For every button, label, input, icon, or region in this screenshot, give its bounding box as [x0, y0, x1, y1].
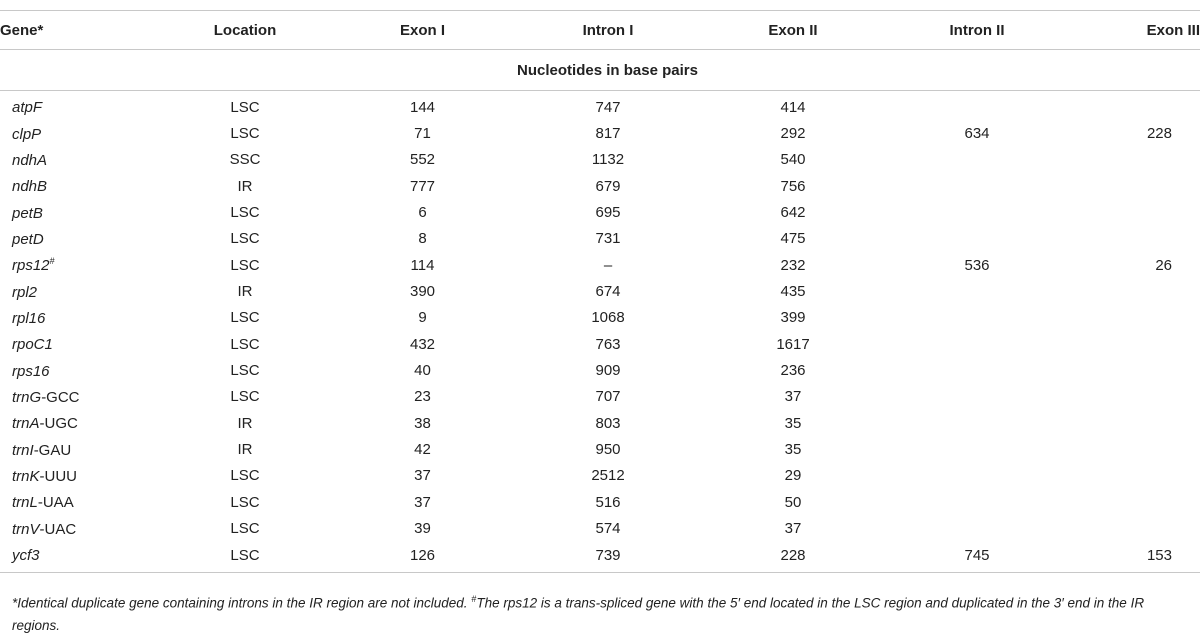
cell-gene: [0, 436, 160, 462]
cell-gene: [0, 384, 160, 410]
gene-name: rpl16: [12, 309, 46, 327]
gene-suffix: -UAA: [37, 494, 74, 512]
cell-exon-1: 144: [409, 98, 436, 116]
cell-location: LSC: [230, 493, 260, 511]
cell-exon-1: 42: [414, 441, 431, 459]
cell-intron-2: [885, 357, 1069, 383]
cell-intron-2: [885, 463, 1069, 489]
cell-gene: [0, 357, 160, 383]
cell-gene: [0, 305, 160, 331]
cell-exon-2: 435: [780, 283, 806, 301]
footnote-part-2: The rps12 is a trans-spliced gene with the 5′ end located in the LSC region and duplicated in the 3′ end in the IR regions.: [12, 595, 1145, 633]
cell-location: IR: [237, 283, 253, 301]
cell-intron-2: [885, 436, 1069, 462]
cell-exon-2: 228: [701, 542, 885, 573]
cell-exon-3: [1069, 91, 1200, 121]
cell-exon-3: [1069, 173, 1200, 199]
table-row: [0, 199, 1200, 225]
gene-name: ndhA: [12, 151, 48, 169]
gene-name: trnL: [12, 494, 38, 512]
cell-exon-1: 39: [414, 520, 431, 538]
cell-intron-2: [885, 226, 1069, 252]
gene-name: ycf3: [12, 547, 40, 565]
cell-intron-1: 1132: [591, 151, 625, 169]
gene-name: ndhB: [12, 178, 48, 196]
header-exon-3: Exon III: [1069, 11, 1200, 50]
header-row: [0, 11, 1200, 50]
cell-exon-1: 432: [409, 335, 436, 353]
gene-name: petD: [12, 230, 44, 248]
gene-name: rps12: [12, 257, 50, 275]
table-row: [0, 463, 1200, 489]
table-row: [0, 384, 1200, 410]
cell-gene: [0, 226, 160, 252]
cell-intron-1: 909: [595, 362, 621, 380]
gene-suffix: -UGC: [39, 415, 78, 433]
cell-location: LSC: [230, 467, 260, 485]
table-row: [0, 120, 1200, 146]
cell-intron-1: 695: [595, 204, 621, 222]
cell-location: LSC: [230, 98, 260, 116]
cell-intron-1: 516: [595, 493, 621, 511]
cell-location: LSC: [230, 335, 260, 353]
gene-name: trnI: [12, 441, 34, 459]
cell-exon-3: [1069, 199, 1200, 225]
cell-intron-2: [885, 516, 1069, 542]
cell-exon-2: 399: [780, 309, 806, 327]
cell-exon-2: 475: [780, 230, 806, 248]
gene-footnote-mark: #: [49, 256, 55, 267]
gene-suffix: -UUU: [39, 467, 78, 485]
gene-name: trnG: [12, 388, 42, 406]
cell-exon-3: [1069, 463, 1200, 489]
footnote-mark: #: [471, 594, 477, 604]
cell-intron-2: [885, 410, 1069, 436]
cell-exon-2: 642: [780, 204, 806, 222]
cell-exon-3: [1069, 489, 1200, 515]
cell-intron-2: [885, 384, 1069, 410]
cell-intron-2: [885, 147, 1069, 173]
gene-suffix: -UAC: [39, 520, 77, 538]
cell-exon-2: 37: [784, 388, 802, 406]
cell-intron-2: 634: [964, 125, 990, 143]
cell-intron-1: 803: [595, 414, 621, 432]
cell-intron-2: [885, 91, 1069, 121]
cell-location: IR: [237, 177, 253, 195]
header-intron-1: Intron I: [515, 11, 701, 50]
cell-exon-1: 8: [418, 230, 427, 248]
cell-exon-1: 114: [410, 256, 435, 274]
table-row: [0, 278, 1200, 304]
cell-intron-2: [885, 199, 1069, 225]
cell-exon-3: [1069, 331, 1200, 357]
cell-location: LSC: [230, 362, 260, 380]
cell-location: LSC: [230, 388, 260, 406]
table-row: [0, 331, 1200, 357]
cell-exon-1: 777: [409, 177, 436, 195]
cell-exon-3: 153: [1069, 542, 1200, 573]
cell-exon-1: 9: [418, 309, 427, 327]
cell-exon-1: 126: [330, 542, 515, 573]
cell-intron-2: [885, 489, 1069, 515]
cell-gene: [0, 120, 160, 146]
cell-intron-1: 574: [595, 520, 621, 538]
cell-exon-2: 29: [784, 467, 802, 485]
cell-intron-2: 536: [964, 256, 990, 274]
cell-exon-2: 50: [784, 493, 802, 511]
table-footnote: [12, 588, 1188, 637]
cell-intron-1: –: [603, 256, 613, 274]
table-row: [0, 516, 1200, 542]
cell-exon-1: 23: [414, 388, 431, 406]
cell-exon-2: 236: [780, 362, 806, 380]
cell-exon-3: [1069, 305, 1200, 331]
cell-exon-3: [1069, 278, 1200, 304]
cell-gene: [0, 147, 160, 173]
cell-exon-3: 26: [1155, 256, 1172, 274]
table-body: [0, 91, 1200, 573]
cell-gene: [0, 199, 160, 225]
cell-intron-1: 2512: [591, 467, 625, 485]
cell-intron-2: [885, 305, 1069, 331]
cell-exon-1: 38: [414, 414, 431, 432]
cell-location: LSC: [230, 256, 260, 274]
table-row: [0, 410, 1200, 436]
cell-intron-1: 679: [595, 177, 621, 195]
cell-gene: [0, 252, 160, 278]
cell-location: LSC: [230, 230, 260, 248]
cell-gene: [0, 410, 160, 436]
cell-intron-2: [885, 173, 1069, 199]
cell-location: LSC: [160, 542, 330, 573]
table-row: [0, 357, 1200, 383]
cell-exon-2: 414: [780, 98, 806, 116]
cell-intron-1: 731: [595, 230, 621, 248]
gene-name: rps16: [12, 362, 50, 380]
cell-intron-2: 745: [885, 542, 1069, 573]
cell-exon-1: 552: [409, 151, 436, 169]
header-intron-2: Intron II: [885, 11, 1069, 50]
cell-exon-1: 40: [414, 362, 431, 380]
cell-gene: [0, 331, 160, 357]
subheader-nucleotides: Nucleotides in base pairs: [330, 50, 885, 91]
cell-gene: [0, 516, 160, 542]
gene-name: trnV: [12, 520, 40, 538]
cell-intron-1: 747: [595, 98, 621, 116]
cell-location: LSC: [230, 309, 260, 327]
cell-exon-1: 37: [414, 493, 431, 511]
intron-exon-table: [0, 10, 1200, 573]
gene-name: atpF: [12, 99, 43, 117]
cell-gene: [0, 173, 160, 199]
cell-location: LSC: [230, 125, 260, 143]
subheader-row: [0, 50, 1200, 91]
cell-exon-2: 232: [780, 256, 806, 274]
cell-intron-1: 950: [595, 441, 621, 459]
cell-intron-1: 763: [595, 335, 621, 353]
cell-location: SSC: [229, 151, 261, 169]
footnote-part-1: *Identical duplicate gene containing introns in the IR region are not included.: [12, 595, 472, 611]
cell-exon-2: 35: [784, 441, 802, 459]
cell-exon-1: 390: [409, 283, 436, 301]
table-row: [0, 489, 1200, 515]
table-row: [0, 173, 1200, 199]
cell-intron-1: 817: [595, 125, 621, 143]
cell-exon-3: [1069, 147, 1200, 173]
cell-exon-2: 35: [784, 414, 802, 432]
cell-intron-1: 707: [595, 388, 621, 406]
header-gene: Gene*: [0, 11, 160, 50]
cell-intron-1: 739: [515, 542, 701, 573]
cell-intron-2: [885, 278, 1069, 304]
cell-intron-1: 1068: [591, 309, 625, 327]
table-row: [0, 147, 1200, 173]
cell-gene: [0, 489, 160, 515]
gene-name: rpoC1: [12, 336, 53, 354]
cell-location: LSC: [230, 204, 260, 222]
table-row: [0, 436, 1200, 462]
table-container: [0, 10, 1200, 573]
gene-name: petB: [12, 204, 43, 222]
cell-exon-2: 756: [780, 177, 806, 195]
cell-exon-3: [1069, 436, 1200, 462]
cell-gene: [0, 542, 160, 573]
cell-exon-1: 37: [414, 467, 431, 485]
gene-name: rpl2: [12, 283, 38, 301]
cell-gene: [0, 463, 160, 489]
cell-exon-3: 228: [1146, 125, 1172, 143]
header-exon-1: Exon I: [330, 11, 515, 50]
cell-exon-1: 71: [414, 125, 431, 143]
cell-location: IR: [237, 414, 253, 432]
gene-suffix: -GAU: [33, 441, 72, 459]
cell-gene: [0, 278, 160, 304]
gene-suffix: -GCC: [41, 388, 80, 406]
cell-exon-2: 1617: [776, 335, 810, 353]
table-row: [0, 91, 1200, 121]
cell-exon-2: 540: [780, 151, 806, 169]
table-row: [0, 226, 1200, 252]
cell-intron-2: [885, 331, 1069, 357]
cell-exon-3: [1069, 226, 1200, 252]
header-exon-2: Exon II: [701, 11, 885, 50]
cell-exon-3: [1069, 384, 1200, 410]
table-row: [0, 305, 1200, 331]
table-row: [0, 542, 1200, 573]
cell-gene: [0, 91, 160, 121]
gene-name: trnA: [12, 415, 40, 433]
cell-exon-3: [1069, 357, 1200, 383]
cell-exon-3: [1069, 516, 1200, 542]
cell-exon-3: [1069, 410, 1200, 436]
cell-location: IR: [237, 441, 253, 459]
gene-name: trnK: [12, 467, 40, 485]
cell-intron-1: 674: [595, 283, 621, 301]
table-row: [0, 252, 1200, 278]
cell-exon-2: 292: [780, 125, 806, 143]
cell-exon-1: 6: [418, 204, 427, 222]
gene-name: clpP: [12, 125, 42, 143]
header-location: Location: [160, 11, 330, 50]
cell-exon-2: 37: [784, 520, 802, 538]
cell-location: LSC: [230, 520, 260, 538]
